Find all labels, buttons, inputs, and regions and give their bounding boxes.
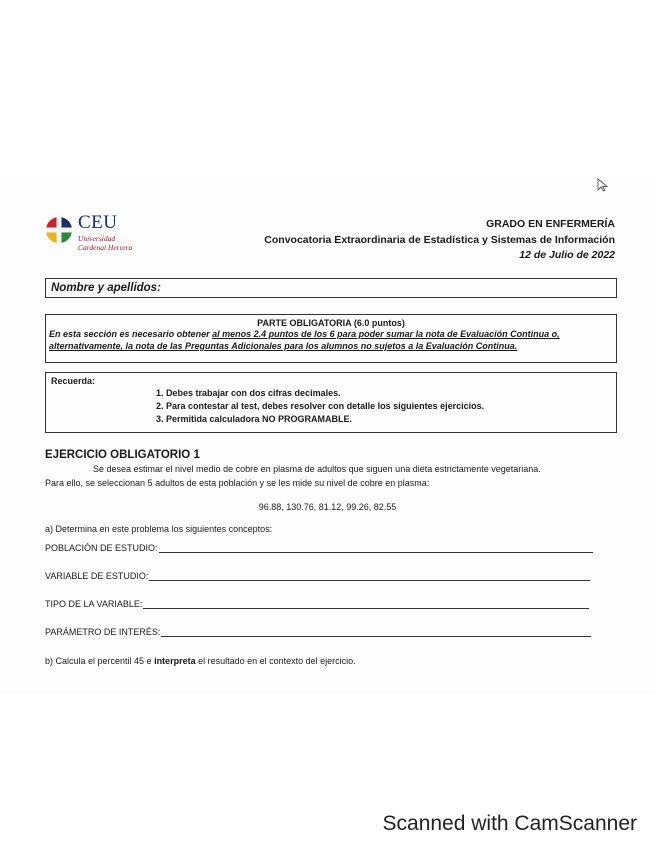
question-b-part1: b) Calcula el percentil 45 e: [45, 656, 155, 666]
ceu-cross-icon: [45, 216, 73, 244]
parameter-field[interactable]: [45, 627, 591, 637]
reminder-title: Recuerda:: [51, 376, 96, 386]
answer-line[interactable]: [161, 627, 591, 637]
variable-type-field[interactable]: [45, 599, 589, 609]
name-box[interactable]: [45, 278, 617, 298]
question-b-bold: interpreta: [154, 656, 196, 666]
field-label: TIPO DE LA VARIABLE:: [45, 599, 143, 609]
answer-line[interactable]: [143, 599, 589, 609]
mandatory-title: PARTE OBLIGATORIA (6.0 puntos): [257, 318, 405, 328]
sample-data: 96.88, 130.76, 81.12, 99.26, 82.55: [258, 502, 397, 512]
statement-line-1: Se desea estimar el nivel medio de cobre en plasma de adultos que siguen una dieta estrictamente vegetariana.: [93, 464, 541, 474]
camscanner-watermark: Scanned with CamScanner: [382, 812, 637, 835]
statement-line-2: Para ello, se seleccionan 5 adultos de esta población y se les mide su nivel de cobre en plasma:: [45, 477, 430, 488]
list-item: 2. Para contestar al test, debes resolver con detalle los siguientes ejercicios.: [156, 401, 485, 411]
logo-line1: Universidad: [78, 234, 116, 243]
mandatory-text: [46, 328, 616, 352]
list-item: 1. Debes trabajar con dos cifras decimales.: [156, 388, 341, 398]
question-a: a) Determina en este problema los siguientes conceptos:: [45, 524, 273, 534]
mouse-cursor-icon: [597, 178, 609, 192]
mandatory-section-box: [45, 314, 617, 363]
exercise-title: EJERCICIO OBLIGATORIO 1: [45, 449, 200, 461]
logo-line2: Cardenal Herrera: [78, 243, 133, 252]
mandatory-text-a: En esta sección es necesario obtener: [49, 329, 213, 339]
population-field[interactable]: [45, 543, 593, 553]
question-b: [45, 656, 356, 666]
field-label: POBLACIÓN DE ESTUDIO:: [45, 543, 158, 553]
exam-header: [264, 217, 615, 264]
field-label: VARIABLE DE ESTUDIO:: [45, 571, 149, 581]
exam-date: 12 de Julio de 2022: [519, 249, 615, 261]
name-label: Nombre y apellidos:: [51, 282, 161, 294]
list-item: 3. Permitida calculadora NO PROGRAMABLE.: [156, 414, 353, 424]
answer-line[interactable]: [159, 543, 593, 553]
reminder-box: [45, 372, 617, 433]
question-b-part2: el resultado en el contexto del ejercicio.: [195, 656, 356, 666]
answer-line[interactable]: [149, 571, 590, 581]
degree-title: GRADO EN ENFERMERÍA: [486, 218, 615, 230]
exercise-statement: [45, 463, 620, 490]
exam-title: Convocatoria Extraordinaria de Estadística y Sistemas de Información: [264, 233, 615, 246]
field-label: PARÁMETRO DE INTERÉS:: [45, 627, 161, 637]
reminder-list: [156, 387, 616, 426]
variable-field[interactable]: [45, 571, 590, 581]
ceu-logo: [45, 212, 155, 262]
logo-ceu-text: CEU: [78, 212, 118, 233]
mandatory-text-b: al menos 2.4 puntos de los 6 para poder sumar la nota de Evaluación Continua o, alternativamente, la nota de las Preguntas Adicionales para los alumnos no sujetos a la Evaluación Continua.: [49, 329, 560, 351]
